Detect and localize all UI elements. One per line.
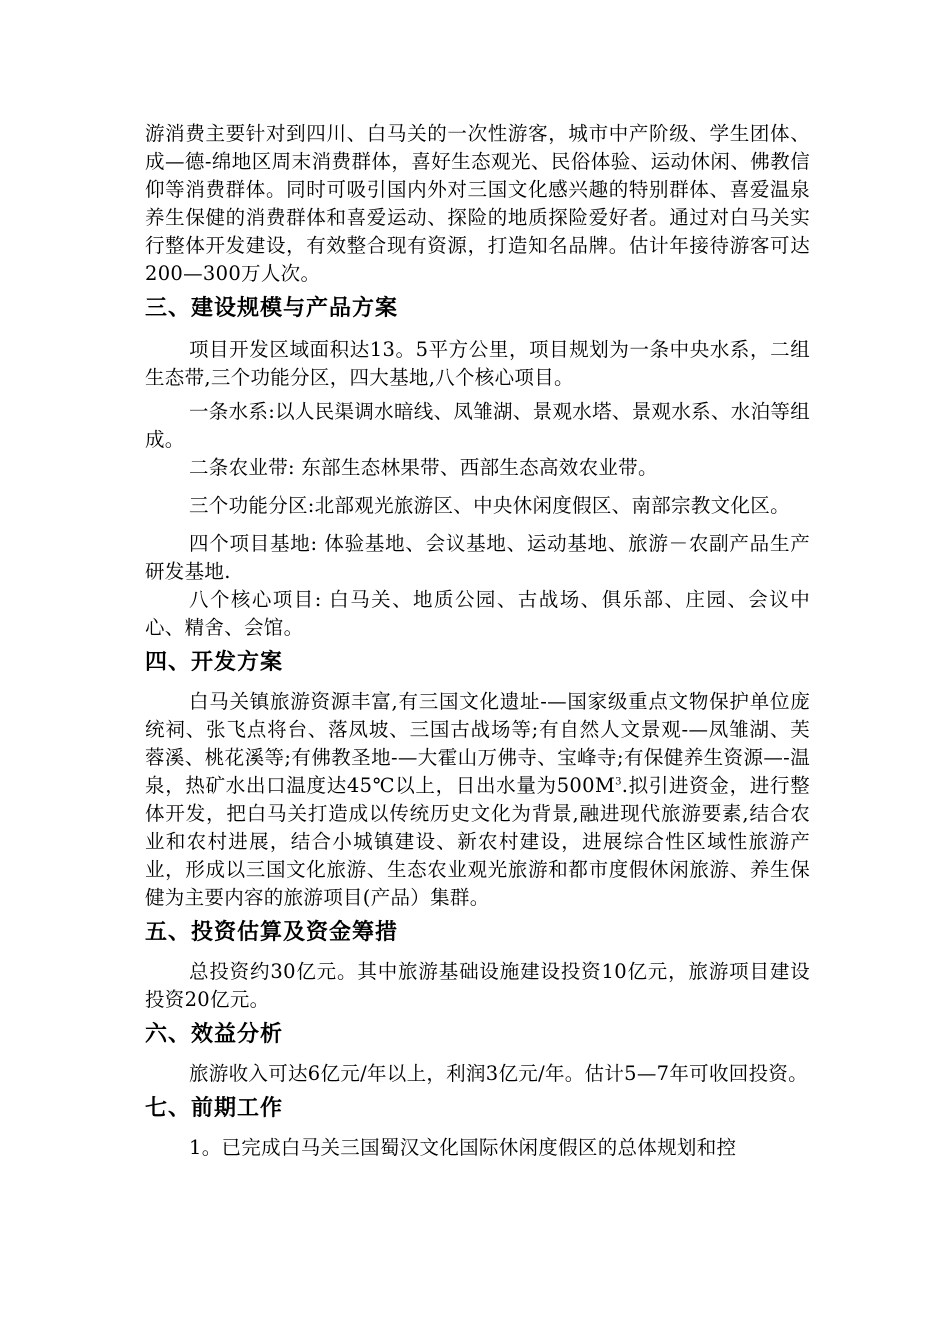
section-heading-4: 四、开发方案 bbox=[145, 650, 284, 675]
scale-overview-paragraph: 项目开发区域面积达13。5平方公里，项目规划为一条中央水系，二组生态带,三个功能分区，四大基地,八个核心项目。 bbox=[145, 338, 810, 389]
section-heading-7: 七、前期工作 bbox=[145, 1096, 284, 1121]
section-heading-5: 五、投资估算及资金筹措 bbox=[145, 920, 399, 945]
water-system-paragraph: 一条水系:以人民渠调水暗线、凤雏湖、景观水塔、景观水系、水泊等组成。 bbox=[145, 400, 810, 451]
development-plan-text-b: .拟引进资金，进行整体开发，把白马关打造成以传统历史文化为背景,融进现代旅游要素,结合农业和农村进展，结合小城镇建设、新农村建设，进展综合性区域性旅游产业，形成以三国文化旅游、生态农业观光旅游和都市度假休闲旅游、养生保健为主要内容的旅游项目(产品）集群。 bbox=[145, 774, 810, 909]
agri-belt-paragraph: 二条农业带: 东部生态林果带、西部生态高效农业带。 bbox=[189, 456, 658, 479]
investment-paragraph: 总投资约30亿元。其中旅游基础设施建设投资10亿元，旅游项目建设投资20亿元。 bbox=[145, 960, 810, 1011]
benefit-paragraph: 旅游收入可达6亿元/年以上，利润3亿元/年。估计5—7年可收回投资。 bbox=[189, 1062, 808, 1085]
section-heading-3: 三、建设规模与产品方案 bbox=[145, 296, 399, 321]
preliminary-work-paragraph: 1。已完成白马关三国蜀汉文化国际休闲度假区的总体规划和控 bbox=[189, 1136, 737, 1159]
function-zone-paragraph: 三个功能分区:北部观光旅游区、中央休闲度假区、南部宗教文化区。 bbox=[189, 494, 790, 517]
document-page bbox=[145, 120, 810, 1162]
intro-paragraph: 游消费主要针对到四川、白马关的一次性游客，城市中产阶级、学生团体、成—德-绵地区周末消费群体，喜好生态观光、民俗体验、运动休闲、佛教信仰等消费群体。同时可吸引国内外对三国文化感兴趣的特别群体、喜爱温泉养生保健的消费群体和喜爱运动、探险的地质探险爱好者。通过对白马关实行整体开发建设，有效整合现有资源，打造知名品牌。估计年接待游客可达200—300万人次。 bbox=[145, 122, 810, 285]
project-base-paragraph: 四个项目基地: 体验基地、会议基地、运动基地、旅游－农副产品生产研发基地. bbox=[145, 532, 810, 583]
cubic-superscript: 3 bbox=[615, 776, 622, 788]
development-plan-text-a: 白马关镇旅游资源丰富,有三国文化遗址-—国家级重点文物保护单位庞统祠、张飞点将台、落凤坡、三国古战场等;有自然人文景观-—凤雏湖、芙蓉溪、桃花溪等;有佛教圣地-—大霍山万佛寺、宝峰寺;有保健养生资源—-温泉，热矿水出口温度达45℃以上，日出水量为500M bbox=[145, 690, 810, 797]
development-plan-paragraph bbox=[145, 688, 810, 912]
section-heading-6: 六、效益分析 bbox=[145, 1022, 284, 1047]
core-project-paragraph: 八个核心项目: 白马关、地质公园、古战场、俱乐部、庄园、会议中心、精舍、会馆。 bbox=[145, 588, 810, 639]
